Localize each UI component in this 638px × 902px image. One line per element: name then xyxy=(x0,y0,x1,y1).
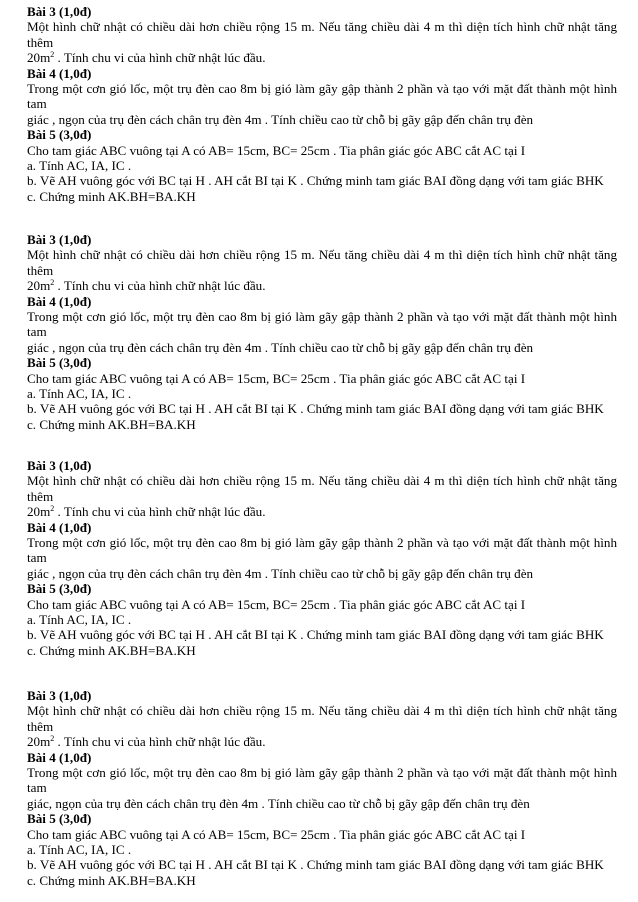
exercise-4-text-cont: giác, ngọn của trụ đèn cách chân trụ đèn 4m . Tính chiều cao từ chỗ bị gãy gập đến chân trụ đèn xyxy=(27,795,530,811)
exercise-5-part-c: c. Chứng minh AK.BH=BA.KH xyxy=(27,416,196,432)
exercise-3-text: Một hình chữ nhật có chiều dài hơn chiều rộng 15 m. Nếu tăng chiều dài 4 m thì diện tích hình chữ nhật tăng thêm xyxy=(27,703,617,734)
area-exponent: 2 xyxy=(50,734,55,744)
area-exponent: 2 xyxy=(50,504,55,514)
exercise-4-title: Bài 4 (1,0đ) xyxy=(27,293,92,309)
exercise-3-text: Một hình chữ nhật có chiều dài hơn chiều rộng 15 m. Nếu tăng chiều dài 4 m thì diện tích hình chữ nhật tăng thêm xyxy=(27,19,617,50)
exercise-5-part-c: c. Chứng minh AK.BH=BA.KH xyxy=(27,872,196,888)
exercise-3-text: Một hình chữ nhật có chiều dài hơn chiều rộng 15 m. Nếu tăng chiều dài 4 m thì diện tích hình chữ nhật tăng thêm xyxy=(27,247,617,278)
exercise-3-title: Bài 3 (1,0đ) xyxy=(27,232,92,247)
exercise-5-part-b: b. Vẽ AH vuông góc với BC tại H . AH cắt BI tại K . Chứng minh tam giác BAI đồng dạng với tam giác BHK xyxy=(27,401,604,417)
area-value: 20m xyxy=(27,278,51,294)
exercise-4-text: Trong một cơn gió lốc, một trụ đèn cao 8m bị gió làm gãy gập thành 2 phần và tạo với mặt đất thành một hình tam xyxy=(27,765,617,796)
exercise-3-title: Bài 3 (1,0đ) xyxy=(27,458,92,473)
exercise-4-text-cont: giác , ngọn của trụ đèn cách chân trụ đèn 4m . Tính chiều cao từ chỗ bị gãy gập đến chân trụ đèn xyxy=(27,339,534,355)
exercise-5-title: Bài 5 (3,0đ) xyxy=(27,355,92,371)
area-exponent: 2 xyxy=(50,278,55,288)
exercise-5-part-b: b. Vẽ AH vuông góc với BC tại H . AH cắt BI tại K . Chứng minh tam giác BAI đồng dạng với tam giác BHK xyxy=(27,173,604,189)
exercise-block xyxy=(27,458,617,658)
exercise-4-text-cont: giác , ngọn của trụ đèn cách chân trụ đèn 4m . Tính chiều cao từ chỗ bị gãy gập đến chân trụ đèn xyxy=(27,565,534,581)
exercise-3-area-line xyxy=(27,50,617,65)
exercise-4-title: Bài 4 (1,0đ) xyxy=(27,519,92,535)
exercise-4-text: Trong một cơn gió lốc, một trụ đèn cao 8m bị gió làm gãy gập thành 2 phần và tạo với mặt đất thành một hình tam xyxy=(27,535,617,566)
exercise-3-area-line xyxy=(27,278,617,293)
exercise-4-title: Bài 4 (1,0đ) xyxy=(27,65,92,81)
area-question: . Tính chu vi của hình chữ nhật lúc đầu. xyxy=(54,734,266,750)
exercise-3-title: Bài 3 (1,0đ) xyxy=(27,688,92,703)
exercise-3-area-line xyxy=(27,734,617,749)
exercise-5-title: Bài 5 (3,0đ) xyxy=(27,127,92,143)
exercise-5-part-a: a. Tính AC, IA, IC . xyxy=(27,386,132,402)
exercise-5-part-b: b. Vẽ AH vuông góc với BC tại H . AH cắt BI tại K . Chứng minh tam giác BAI đồng dạng với tam giác BHK xyxy=(27,627,604,643)
exercise-4-text-cont: giác , ngọn của trụ đèn cách chân trụ đèn 4m . Tính chiều cao từ chỗ bị gãy gập đến chân trụ đèn xyxy=(27,111,534,127)
area-question: . Tính chu vi của hình chữ nhật lúc đầu. xyxy=(54,278,266,294)
exercise-3-text: Một hình chữ nhật có chiều dài hơn chiều rộng 15 m. Nếu tăng chiều dài 4 m thì diện tích hình chữ nhật tăng thêm xyxy=(27,473,617,504)
area-value: 20m xyxy=(27,504,51,520)
exercise-5-part-c: c. Chứng minh AK.BH=BA.KH xyxy=(27,642,196,658)
area-value: 20m xyxy=(27,50,51,66)
area-question: . Tính chu vi của hình chữ nhật lúc đầu. xyxy=(54,504,266,520)
area-value: 20m xyxy=(27,734,51,750)
exercise-block xyxy=(27,4,617,204)
exercise-5-part-c: c. Chứng minh AK.BH=BA.KH xyxy=(27,188,196,204)
exercise-5-title: Bài 5 (3,0đ) xyxy=(27,581,92,597)
exercise-4-text: Trong một cơn gió lốc, một trụ đèn cao 8m bị gió làm gãy gập thành 2 phần và tạo với mặt đất thành một hình tam xyxy=(27,309,617,340)
exercise-block xyxy=(27,232,617,432)
exercise-5-part-a: a. Tính AC, IA, IC . xyxy=(27,612,132,628)
exercise-3-title: Bài 3 (1,0đ) xyxy=(27,4,92,19)
exercise-5-intro: Cho tam giác ABC vuông tại A có AB= 15cm, BC= 25cm . Tia phân giác góc ABC cắt AC tại I xyxy=(27,142,526,158)
exercise-5-title: Bài 5 (3,0đ) xyxy=(27,811,92,827)
exercise-5-part-a: a. Tính AC, IA, IC . xyxy=(27,842,132,858)
exercise-5-intro: Cho tam giác ABC vuông tại A có AB= 15cm, BC= 25cm . Tia phân giác góc ABC cắt AC tại I xyxy=(27,826,526,842)
exercise-3-area-line xyxy=(27,504,617,519)
exercise-5-part-b: b. Vẽ AH vuông góc với BC tại H . AH cắt BI tại K . Chứng minh tam giác BAI đồng dạng với tam giác BHK xyxy=(27,857,604,873)
exercise-4-title: Bài 4 (1,0đ) xyxy=(27,749,92,765)
exercise-4-text: Trong một cơn gió lốc, một trụ đèn cao 8m bị gió làm gãy gập thành 2 phần và tạo với mặt đất thành một hình tam xyxy=(27,81,617,112)
area-exponent: 2 xyxy=(50,50,55,60)
exercise-5-intro: Cho tam giác ABC vuông tại A có AB= 15cm, BC= 25cm . Tia phân giác góc ABC cắt AC tại I xyxy=(27,370,526,386)
exercise-5-part-a: a. Tính AC, IA, IC . xyxy=(27,158,132,174)
exercise-block xyxy=(27,688,617,888)
exercise-5-intro: Cho tam giác ABC vuông tại A có AB= 15cm, BC= 25cm . Tia phân giác góc ABC cắt AC tại I xyxy=(27,596,526,612)
area-question: . Tính chu vi của hình chữ nhật lúc đầu. xyxy=(54,50,266,66)
